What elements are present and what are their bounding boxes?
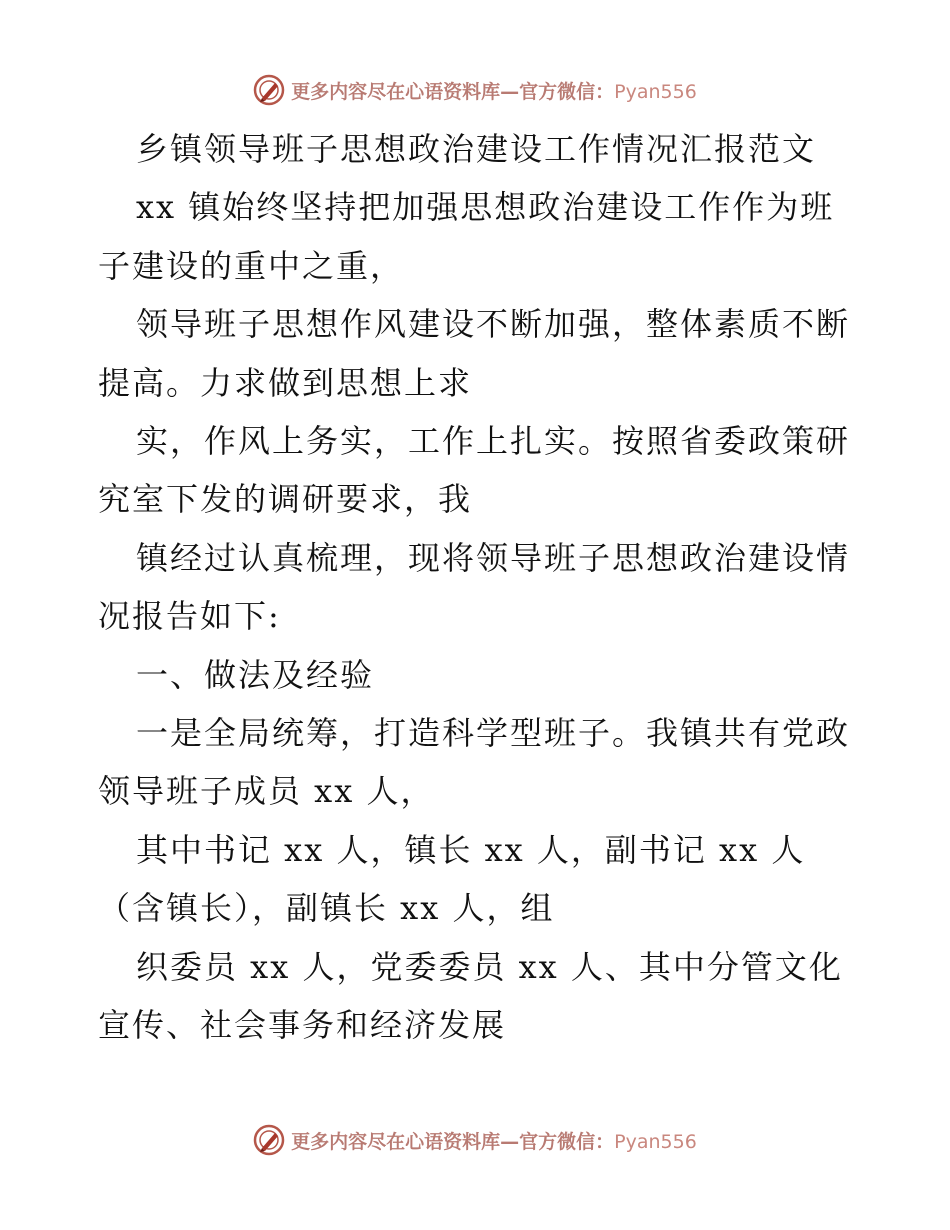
document-body [98,120,858,1055]
paragraph: 领导班子思想作风建设不断加强，整体素质不断提高。力求做到思想上求 [98,305,851,402]
pen-logo-icon [253,1124,285,1156]
paragraph: 其中书记 xx 人，镇长 xx 人，副书记 xx 人（含镇长），副镇长 xx 人，组 [98,830,806,928]
watermark-text: 更多内容尽在心语资料库—官方微信：Pyan556 [291,80,697,103]
section-heading: 一、做法及经验 [136,655,375,694]
paragraph: 织委员 xx 人，党委委员 xx 人、其中分管文化宣传、社会事务和经济发展 [98,947,843,1045]
paragraph: 一是全局统筹，打造科学型班子。我镇共有党政领导班子成员 xx 人， [98,714,851,811]
paragraph: xx 镇始终坚持把加强思想政治建设工作作为班子建设的重中之重， [98,188,835,285]
document-title: 乡镇领导班子思想政治建设工作情况汇报范文 [136,130,817,168]
watermark-footer [0,1120,950,1160]
paragraph: 实，作风上务实，工作上扎实。按照省委政策研究室下发的调研要求，我 [98,422,851,519]
paragraph: 镇经过认真梳理，现将领导班子思想政治建设情况报告如下: [98,538,851,636]
pen-logo-icon [253,74,285,106]
watermark-header [0,70,950,110]
watermark-text: 更多内容尽在心语资料库—官方微信：Pyan556 [291,1130,697,1153]
